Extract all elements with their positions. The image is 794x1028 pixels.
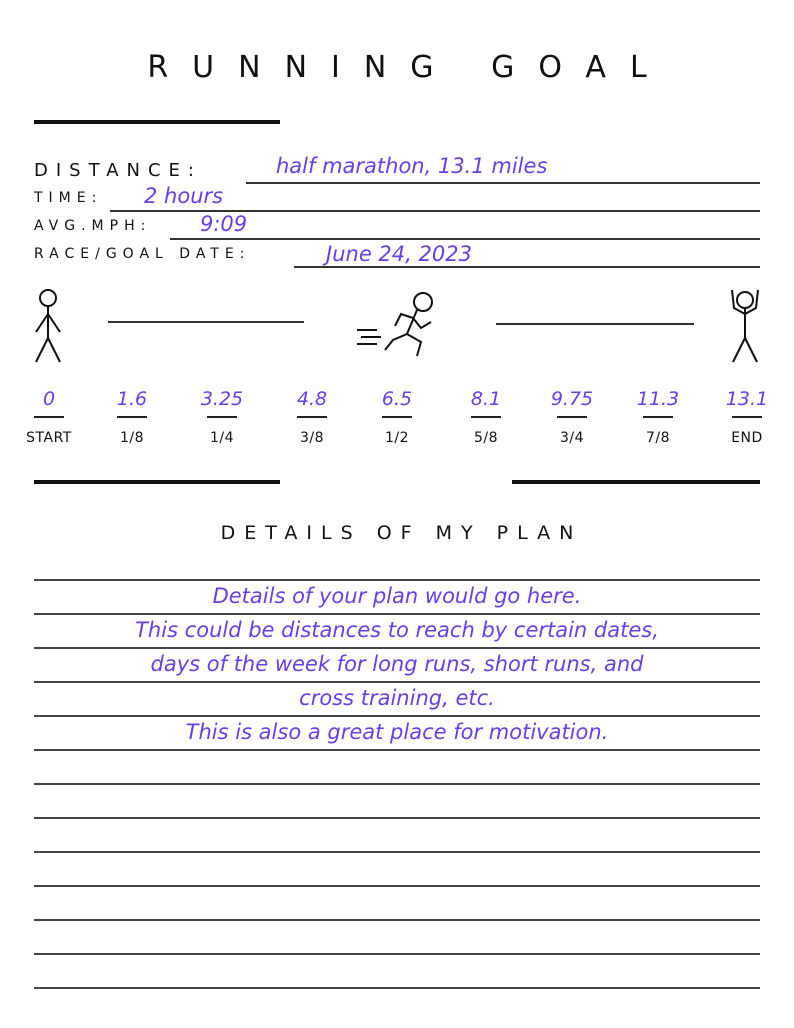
page-title: RUNNING GOAL <box>147 50 671 85</box>
plan-rule <box>34 817 760 819</box>
plan-rule <box>34 987 760 989</box>
plan-rule <box>34 715 760 717</box>
mark-label-eighth: 1/8 <box>119 430 145 446</box>
plan-rule <box>34 851 760 853</box>
mark-tick <box>297 416 327 418</box>
mark-value-five-eighths: 8.1 <box>470 388 502 410</box>
mark-value-half: 6.5 <box>381 388 413 410</box>
plan-text-line: This is also a great place for motivation. <box>185 720 609 744</box>
mark-label-three-eighths: 3/8 <box>299 430 325 446</box>
plan-rule <box>34 647 760 649</box>
mph-value[interactable]: 9:09 <box>200 212 248 236</box>
date-line <box>294 266 760 268</box>
plan-text-line: days of the week for long runs, short runs, and <box>150 652 644 676</box>
mark-tick <box>207 416 237 418</box>
distance-label: DISTANCE: <box>34 160 202 181</box>
cheering-stick-figure-icon <box>724 286 766 366</box>
section-divider-right <box>512 480 760 484</box>
mark-value-start: 0 <box>42 388 56 410</box>
plan-rule <box>34 783 760 785</box>
plan-title: DETAILS OF MY PLAN <box>220 522 583 544</box>
mark-tick <box>117 416 147 418</box>
mph-line <box>170 238 760 240</box>
plan-text-line: This could be distances to reach by certain dates, <box>135 618 659 642</box>
distance-line <box>246 182 760 184</box>
mark-label-start: START <box>26 430 72 446</box>
progress-line-right <box>496 323 694 325</box>
time-value[interactable]: 2 hours <box>144 184 224 208</box>
mark-label-half: 1/2 <box>384 430 410 446</box>
mark-label-three-quarters: 3/4 <box>559 430 585 446</box>
plan-text-line: cross training, etc. <box>299 686 495 710</box>
distance-value[interactable]: half marathon, 13.1 miles <box>276 154 548 178</box>
plan-rule <box>34 579 760 581</box>
mark-value-three-eighths: 4.8 <box>296 388 328 410</box>
plan-rule <box>34 953 760 955</box>
date-value[interactable]: June 24, 2023 <box>326 242 472 266</box>
mark-value-seven-eighths: 11.3 <box>636 388 680 410</box>
plan-rule <box>34 885 760 887</box>
mark-tick <box>34 416 64 418</box>
standing-stick-figure-icon <box>28 288 68 366</box>
plan-rule <box>34 749 760 751</box>
running-stick-figure-icon <box>355 290 440 360</box>
mph-label: AVG.MPH: <box>34 218 152 234</box>
mark-value-quarter: 3.25 <box>200 388 244 410</box>
mark-label-seven-eighths: 7/8 <box>645 430 671 446</box>
mark-tick <box>643 416 673 418</box>
plan-rule <box>34 613 760 615</box>
plan-rule <box>34 919 760 921</box>
mark-label-end: END <box>731 430 763 446</box>
mark-label-five-eighths: 5/8 <box>473 430 499 446</box>
mark-tick <box>732 416 762 418</box>
progress-line-left <box>108 321 304 323</box>
date-label: RACE/GOAL DATE: <box>34 246 251 262</box>
mark-tick <box>557 416 587 418</box>
mark-label-quarter: 1/4 <box>209 430 235 446</box>
title-underline <box>34 120 280 124</box>
section-divider-left <box>34 480 280 484</box>
mark-value-eighth: 1.6 <box>116 388 148 410</box>
time-label: TIME: <box>34 190 103 206</box>
plan-text-line: Details of your plan would go here. <box>212 584 582 608</box>
mark-value-end: 13.1 <box>725 388 769 410</box>
mark-tick <box>471 416 501 418</box>
plan-rule <box>34 681 760 683</box>
mark-tick <box>382 416 412 418</box>
mark-value-three-quarters: 9.75 <box>550 388 594 410</box>
